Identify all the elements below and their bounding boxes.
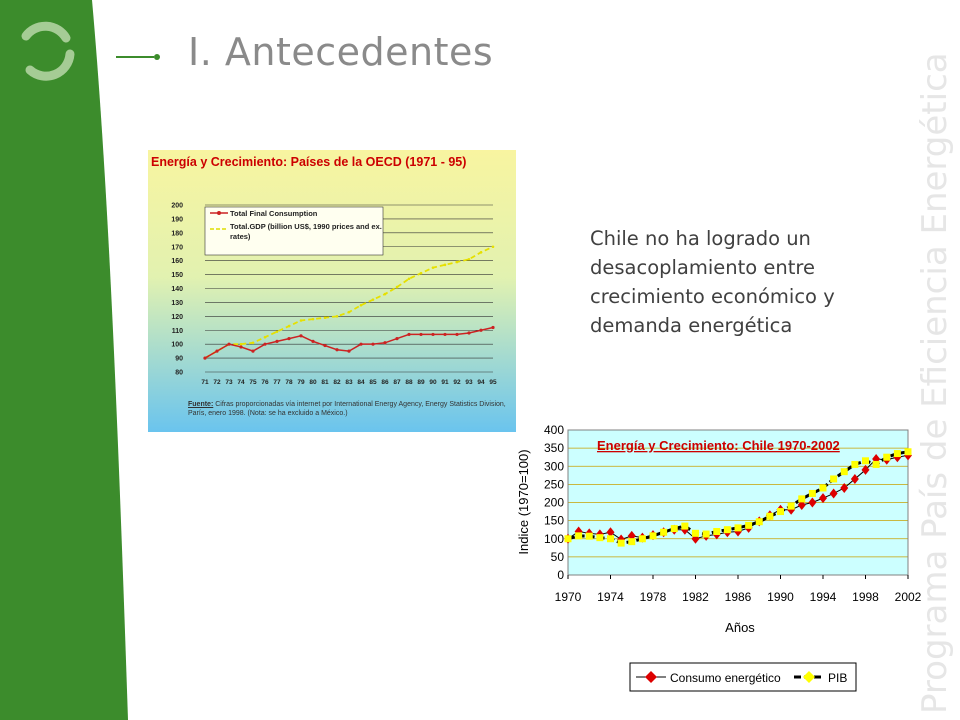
oecd-x-tick-label: 89 (417, 379, 425, 386)
oecd-chart (148, 150, 516, 432)
chile-x-tick-label: 1998 (852, 590, 879, 604)
oecd-x-tick-label: 95 (489, 379, 497, 386)
oecd-point-consumption (251, 350, 254, 353)
oecd-x-tick-label: 85 (369, 379, 377, 386)
chile-legend (630, 663, 856, 691)
oecd-point-gdp (300, 319, 303, 322)
oecd-point-gdp (492, 245, 495, 248)
chile-y-axis-label: Indice (1970=100) (516, 449, 531, 555)
oecd-point-gdp (408, 277, 411, 280)
oecd-y-tick-label: 200 (171, 202, 183, 210)
oecd-x-tick-label: 81 (321, 379, 329, 386)
oecd-legend-marker-consumption (217, 211, 221, 215)
chile-point-pib (713, 528, 720, 535)
oecd-point-consumption (311, 340, 314, 343)
oecd-point-consumption (203, 356, 206, 359)
oecd-point-gdp (360, 304, 363, 307)
chile-x-tick-label: 1990 (767, 590, 794, 604)
chile-y-tick-label: 300 (543, 459, 564, 474)
oecd-point-consumption (335, 348, 338, 351)
oecd-x-tick-label: 78 (285, 379, 293, 386)
oecd-point-consumption (275, 340, 278, 343)
chile-point-pib (830, 475, 837, 482)
oecd-legend (205, 207, 383, 255)
oecd-x-tick-label: 84 (357, 379, 365, 386)
oecd-point-gdp (468, 258, 471, 261)
oecd-point-gdp (444, 264, 447, 267)
oecd-point-gdp (240, 343, 243, 346)
oecd-point-consumption (407, 333, 410, 336)
chile-point-pib (788, 503, 795, 510)
chile-x-tick-label: 1994 (809, 590, 837, 604)
chile-x-ticks (555, 575, 922, 604)
oecd-point-gdp (276, 330, 279, 333)
oecd-point-consumption (287, 337, 290, 340)
chile-legend-pib: PIB (828, 671, 848, 685)
oecd-x-tick-label: 92 (453, 379, 461, 386)
chile-chart-title: Energía y Crecimiento: Chile 1970-2002 (597, 438, 840, 453)
chile-x-tick-label: 1978 (639, 590, 667, 604)
chile-point-pib (607, 535, 614, 542)
chile-point-pib (820, 485, 827, 492)
chile-x-tick-label: 1974 (597, 590, 624, 604)
oecd-x-tick-label: 74 (237, 379, 245, 386)
oecd-y-tick-label: 130 (171, 299, 183, 307)
oecd-y-tick-label: 90 (175, 355, 183, 363)
oecd-point-consumption (371, 343, 374, 346)
oecd-y-tick-label: 160 (171, 258, 183, 266)
oecd-y-tick-label: 80 (175, 369, 183, 377)
chile-point-pib (692, 530, 699, 537)
chile-y-tick-label: 100 (543, 531, 564, 546)
oecd-point-consumption (239, 345, 242, 348)
chile-point-pib (703, 531, 710, 538)
oecd-source-wrap (188, 400, 506, 430)
oecd-x-tick-label: 91 (441, 379, 449, 386)
chile-point-pib (639, 535, 646, 542)
oecd-point-consumption (347, 350, 350, 353)
oecd-x-tick-label: 86 (381, 379, 389, 386)
chile-point-pib (873, 461, 880, 468)
chile-point-pib (596, 534, 603, 541)
oecd-y-tick-label: 180 (171, 230, 183, 238)
chile-point-pib (618, 540, 625, 547)
oecd-x-tick-label: 80 (309, 379, 317, 386)
oecd-x-tick-label: 93 (465, 379, 473, 386)
oecd-y-tick-label: 110 (171, 327, 183, 335)
chile-point-pib (894, 450, 901, 457)
chile-y-tick-label: 0 (557, 568, 564, 582)
oecd-point-consumption (455, 333, 458, 336)
chile-y-tick-label: 400 (543, 423, 564, 437)
oecd-x-tick-label: 73 (225, 379, 233, 386)
chile-chart (510, 420, 930, 720)
oecd-legend-consumption: Total Final Consumption (230, 209, 318, 218)
oecd-point-consumption (383, 341, 386, 344)
oecd-point-gdp (420, 272, 423, 275)
oecd-point-gdp (384, 293, 387, 296)
chile-x-tick-label: 1982 (682, 590, 709, 604)
oecd-point-consumption (419, 333, 422, 336)
chile-x-axis-label: Años (725, 620, 755, 635)
watermark-text: Programa País de Eficiencia Energética (915, 52, 955, 714)
oecd-y-tick-label: 140 (171, 286, 183, 293)
chile-x-tick-label: 2002 (894, 590, 922, 604)
chile-point-pib (660, 529, 667, 536)
oecd-x-tick-label: 88 (405, 379, 413, 386)
chile-y-tick-label: 50 (550, 549, 564, 564)
oecd-chart-title: Energía y Crecimiento: Países de la OECD (1971 - 95) (151, 155, 467, 169)
oecd-x-tick-label: 76 (261, 379, 269, 386)
slide-title: I. Antecedentes (188, 30, 494, 74)
oecd-y-tick-label: 120 (171, 313, 183, 321)
oecd-point-gdp (312, 318, 315, 321)
oecd-point-consumption (467, 331, 470, 334)
oecd-point-consumption (359, 343, 362, 346)
oecd-point-gdp (324, 316, 327, 319)
oecd-x-tick-label: 75 (249, 379, 257, 386)
chile-point-pib (735, 524, 742, 531)
oecd-chart-background (148, 150, 516, 432)
oecd-x-tick-label: 87 (393, 379, 401, 386)
chile-point-pib (841, 468, 848, 475)
oecd-x-tick-label: 83 (345, 379, 353, 386)
oecd-x-tick-label: 72 (213, 379, 221, 386)
title-accent-dot (154, 54, 160, 60)
oecd-point-consumption (299, 334, 302, 337)
oecd-point-gdp (252, 341, 255, 344)
oecd-x-tick-label: 94 (477, 379, 485, 386)
oecd-point-consumption (491, 326, 494, 329)
oecd-y-tick-label: 100 (171, 341, 183, 349)
chile-legend-consumption: Consumo energético (670, 671, 781, 685)
oecd-point-gdp (264, 336, 267, 339)
chile-point-pib (766, 513, 773, 520)
chile-y-tick-label: 150 (543, 513, 564, 528)
oecd-point-consumption (443, 333, 446, 336)
chile-point-pib (628, 538, 635, 545)
oecd-source-label: Fuente: (188, 401, 214, 408)
oecd-y-tick-label: 150 (171, 272, 183, 280)
oecd-legend-gdp-wrap (230, 222, 382, 252)
oecd-point-consumption (395, 337, 398, 340)
chile-point-pib (586, 533, 593, 540)
oecd-point-consumption (227, 343, 230, 346)
oecd-x-tick-label: 79 (297, 379, 305, 386)
oecd-point-gdp (348, 311, 351, 314)
slide-body-text: Chile no ha logrado un desacoplamiento entre crecimiento económico y demanda energética (590, 227, 835, 337)
chile-point-pib (798, 495, 805, 502)
chile-point-pib (756, 518, 763, 525)
chile-point-pib (650, 532, 657, 539)
chile-x-tick-label: 1986 (724, 590, 752, 604)
chile-point-pib (809, 490, 816, 497)
chile-y-ticks (544, 423, 564, 582)
oecd-x-tick-label: 90 (429, 379, 437, 386)
chile-point-pib (851, 461, 858, 468)
oecd-point-consumption (323, 344, 326, 347)
chile-point-pib (777, 508, 784, 515)
oecd-x-tick-label: 71 (201, 379, 209, 386)
oecd-point-consumption (431, 333, 434, 336)
chile-y-tick-label: 250 (543, 477, 564, 492)
oecd-point-consumption (479, 329, 482, 332)
chile-point-pib (565, 535, 572, 542)
oecd-point-gdp (336, 315, 339, 318)
chile-point-pib (681, 523, 688, 530)
sidebar-green-band (0, 0, 128, 720)
chile-x-tick-label: 1970 (554, 590, 582, 604)
oecd-point-gdp (480, 251, 483, 254)
oecd-source-text: Cifras proporcionadas vía internet por International Energy Agency, Energy Statistics Division, París, enero 1998. (Nota: se ha excluido a México.) (188, 401, 506, 417)
chile-point-pib (862, 457, 869, 464)
chile-point-pib (724, 526, 731, 533)
oecd-y-tick-label: 190 (171, 216, 183, 224)
chile-y-tick-label: 200 (543, 495, 564, 510)
chile-point-pib (883, 454, 890, 461)
oecd-x-tick-label: 82 (333, 379, 341, 386)
oecd-point-consumption (263, 343, 266, 346)
chile-point-pib (575, 532, 582, 539)
chile-point-pib (671, 525, 678, 532)
oecd-y-tick-label: 170 (171, 244, 183, 252)
oecd-legend-gdp: Total.GDP (billion US$, 1990 prices and ex. rates) (230, 222, 382, 241)
oecd-point-gdp (396, 286, 399, 289)
oecd-point-gdp (372, 298, 375, 301)
chile-point-pib (745, 522, 752, 529)
oecd-point-consumption (215, 350, 218, 353)
oecd-point-gdp (456, 261, 459, 264)
oecd-point-gdp (432, 266, 435, 269)
oecd-x-tick-label: 77 (273, 379, 281, 386)
chile-y-tick-label: 350 (543, 441, 564, 456)
chile-point-pib (905, 448, 912, 455)
oecd-point-gdp (288, 325, 291, 328)
